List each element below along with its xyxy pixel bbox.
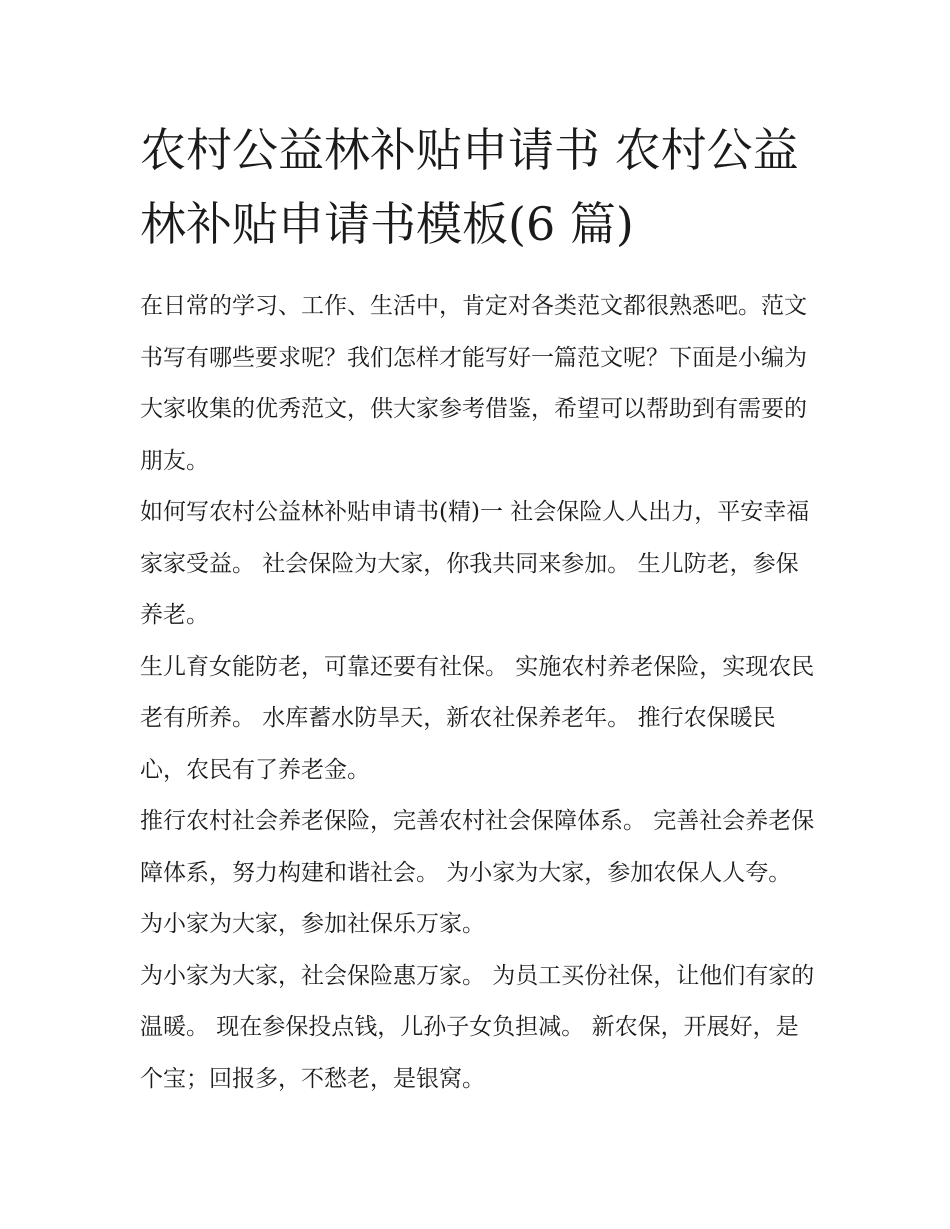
paragraph-intro: 在日常的学习、工作、生活中，肯定对各类范文都很熟悉吧。范文书写有哪些要求呢？我们怎样才能写好一篇范文呢？下面是小编为大家收集的优秀范文，供大家参考借鉴，希望可以帮助到有需要的朋友。 [140,293,807,474]
paragraph-1: 如何写农村公益林补贴申请书(精)一 社会保险人人出力，平安幸福家家受益。 社会保险为大家，你我共同来参加。 生儿防老，参保养老。 [140,499,810,628]
document-title: 农村公益林补贴申请书 农村公益林补贴申请书模板(6 篇) [140,123,799,251]
document-body [140,281,820,1105]
document-page [140,113,820,1105]
paragraph-3: 推行农村社会养老保险，完善农村社会保障体系。 完善社会养老保障体系，努力构建和谐社会。 为小家为大家，参加农保人人夸。 为小家为大家，参加社保乐万家。 [140,808,815,937]
paragraph-2: 生儿育女能防老，可靠还要有社保。 实施农村养老保险，实现农民老有所养。 水库蓄水防旱天，新农社保养老年。 推行农保暖民心，农民有了养老金。 [140,653,815,783]
paragraph-4: 为小家为大家，社会保险惠万家。 为员工买份社保，让他们有家的温暖。 现在参保投点钱，儿孙子女负担减。 新农保，开展好，是个宝；回报多，不愁老，是银窝。 [140,962,815,1092]
